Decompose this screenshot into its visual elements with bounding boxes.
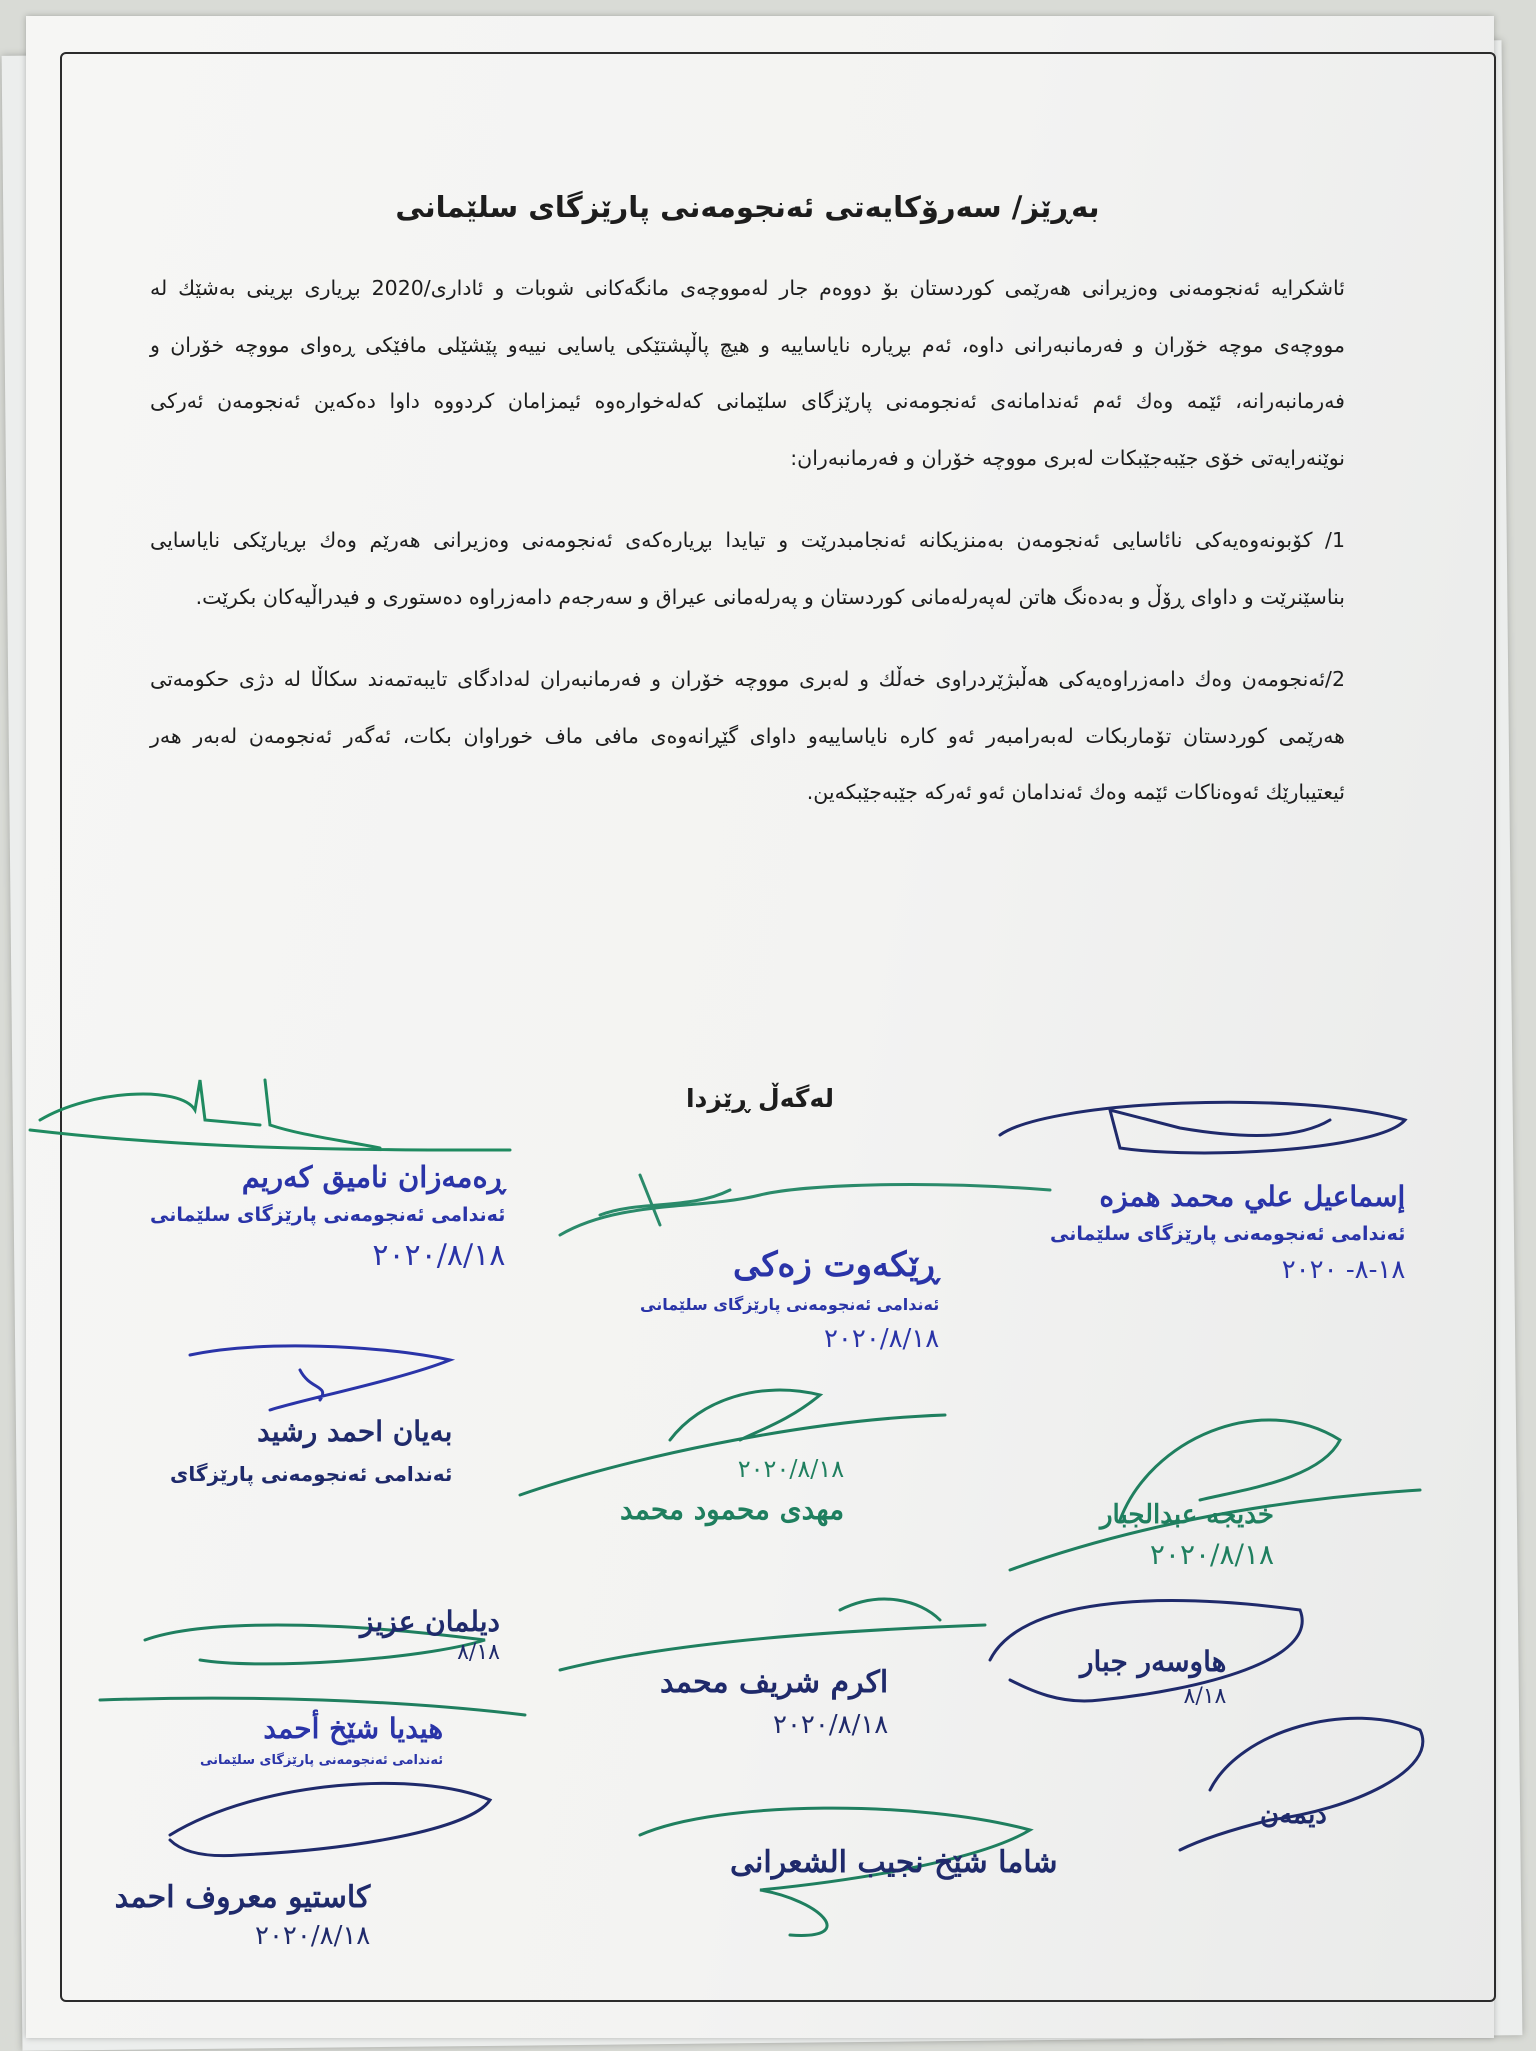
signatory-name: ڕێکەوت زەکی — [732, 1245, 940, 1285]
signatory-date: ٢٠٢٠/٨/١٨ — [772, 1710, 889, 1740]
signatory-date: ٢٠٢٠/٨/١٨ — [372, 1238, 506, 1273]
signature-stroke-3 — [560, 1175, 1050, 1235]
paragraph-demand-1: 1/ کۆبونەوەیەکی نائاسایی ئەنجومەن بەمنزیکانە ئەنجامبدرێت و تیایدا بڕیارەکەی ئەنجومەنی وەزیرانی هەرێم وەك بڕیارێکی نایاسایی بناسێنرێت و داوای ڕۆڵ و بەدەنگ هاتن لەپەرلەمانی کوردستان و پەرلەمانی عیراق و سەرجەم دامەزراوە دەستوری و فیدراڵیەکان بکرێت. — [150, 528, 1345, 609]
signatory-6 — [1100, 1500, 1274, 1571]
signatory-date: ٢٠٢٠/٨/١٨ — [823, 1324, 940, 1354]
signatory-name: اکرم شریف محمد — [660, 1665, 889, 1700]
signatory-name: مهدی محمود محمد — [620, 1493, 845, 1526]
signatory-5 — [620, 1455, 844, 1526]
signatory-7 — [360, 1605, 500, 1665]
signatory-name: خدیجە عبدالجبار — [1100, 1500, 1274, 1530]
signature-stroke-1 — [30, 1080, 510, 1150]
signatory-9 — [1080, 1645, 1226, 1709]
signatory-11 — [1260, 1800, 1327, 1830]
paragraph-demand-2: 2/ئەنجومەن وەك دامەزراوەیەکی هەڵبژێردراوی خەڵك و لەبری مووچە خۆران و فەرمانبەران لەدادگای تایبەتمەند سکاڵا لە دژی حکومەتی هەرێمی کوردستان تۆماربکات لەبەرامبەر ئەو کارە نایاساییەو داوای گێڕانەوەی مافی ماف خوراوان بکات، ئەگەر ئەنجومەن لەبەر هەر ئیعتیبارێك ئەوەناکات ئێمە وەك ئەندامان ئەو ئەرکە جێبەجێبکەین. — [150, 667, 1345, 804]
signatory-date: ٢٠٢٠/٨/١٨ — [1149, 1538, 1274, 1571]
signatory-name: هيديا شێخ أحمد — [263, 1712, 444, 1745]
signature-stroke-2 — [1000, 1102, 1405, 1153]
signatory-title: ئەندامی ئەنجومەنی پارێزگای سلێمانی — [150, 1204, 506, 1226]
signature-stroke-8 — [560, 1599, 985, 1670]
signatory-name: إسماعيل علي محمد همزە — [1099, 1180, 1406, 1213]
signatory-2 — [640, 1245, 939, 1354]
closing-greeting: لەگەڵ ڕێزدا — [685, 1084, 834, 1113]
signatory-title: ئەندامی ئەنجومەنی پارێزگای سلێمانی — [200, 1753, 444, 1768]
signatory-title: ئەندامی ئەنجومەنی پارێزگای — [170, 1462, 453, 1486]
signatory-8 — [660, 1665, 888, 1740]
signatory-title: ئەندامی ئەنجومەنی پارێزگای سلێمانی — [640, 1295, 940, 1314]
signatory-name: دیمەن — [1260, 1800, 1327, 1830]
signatory-date: ٢٠٢٠/٨/١٨ — [737, 1455, 845, 1483]
signatory-name: ڕەمەزان ناميق كەريم — [241, 1160, 506, 1194]
signatory-date: ٢٠٢٠/٨/١٨ — [255, 1921, 371, 1951]
signature-stroke-11 — [170, 1783, 490, 1855]
letter-title: بەڕێز/ سەرۆکایەتی ئەنجومەنی پارێزگای سلێمانی — [395, 190, 1100, 224]
signatory-date: ٨/١٨ — [457, 1640, 500, 1665]
signatory-1 — [150, 1160, 505, 1273]
paragraph-intro: ئاشکرایە ئەنجومەنی وەزیرانی هەرێمی کوردستان بۆ دووەم جار لەمووچەی مانگەکانی شوبات و ئاداری/2020 بڕیاری بڕینی بەشێك لە مووچەی موچە خۆران و فەرمانبەرانی داوە، ئەم بڕیارە نایاساییە و هیچ پاڵپشتێکی یاسایی نییەو پێشێلی مافێکی ڕەوای مووچە خۆران و فەرمانبەرانە، ئێمە وەك ئەم ئەندامانەی ئەنجومەنی پارێزگای سلێمانی کەلەخوارەوە ئیمزامان کردووە داوا دەکەین ئەنجومەن ئەرکی نوێنەرایەتی خۆی جێبەجێبکات لەبری مووچە خۆران و فەرمانبەران: — [150, 276, 1345, 470]
signatory-12 — [95, 1880, 370, 1951]
signatory-13 — [730, 1845, 1058, 1880]
signatory-3 — [1050, 1180, 1405, 1285]
signature-stroke-10 — [1180, 1718, 1423, 1850]
signatory-date: ١٨-٨- ٢٠٢٠ — [1281, 1255, 1406, 1285]
signatory-4 — [170, 1415, 452, 1486]
signatory-name: دیلمان عزیز — [360, 1605, 500, 1638]
signatory-10 — [200, 1712, 443, 1768]
signatory-name: شاما شێخ نجیب الشعرانی — [730, 1845, 1058, 1880]
signatory-date: ٨/١٨ — [1183, 1684, 1227, 1709]
signatory-title: ئەندامی ئەنجومەنی پارێزگای سلێمانی — [1050, 1223, 1406, 1245]
signature-stroke-4 — [190, 1346, 450, 1410]
signatory-name: کاستیو معروف احمد — [114, 1880, 371, 1915]
signatory-name: هاوسەر جبار — [1080, 1645, 1227, 1678]
signatory-name: بەیان احمد رشید — [257, 1415, 453, 1448]
